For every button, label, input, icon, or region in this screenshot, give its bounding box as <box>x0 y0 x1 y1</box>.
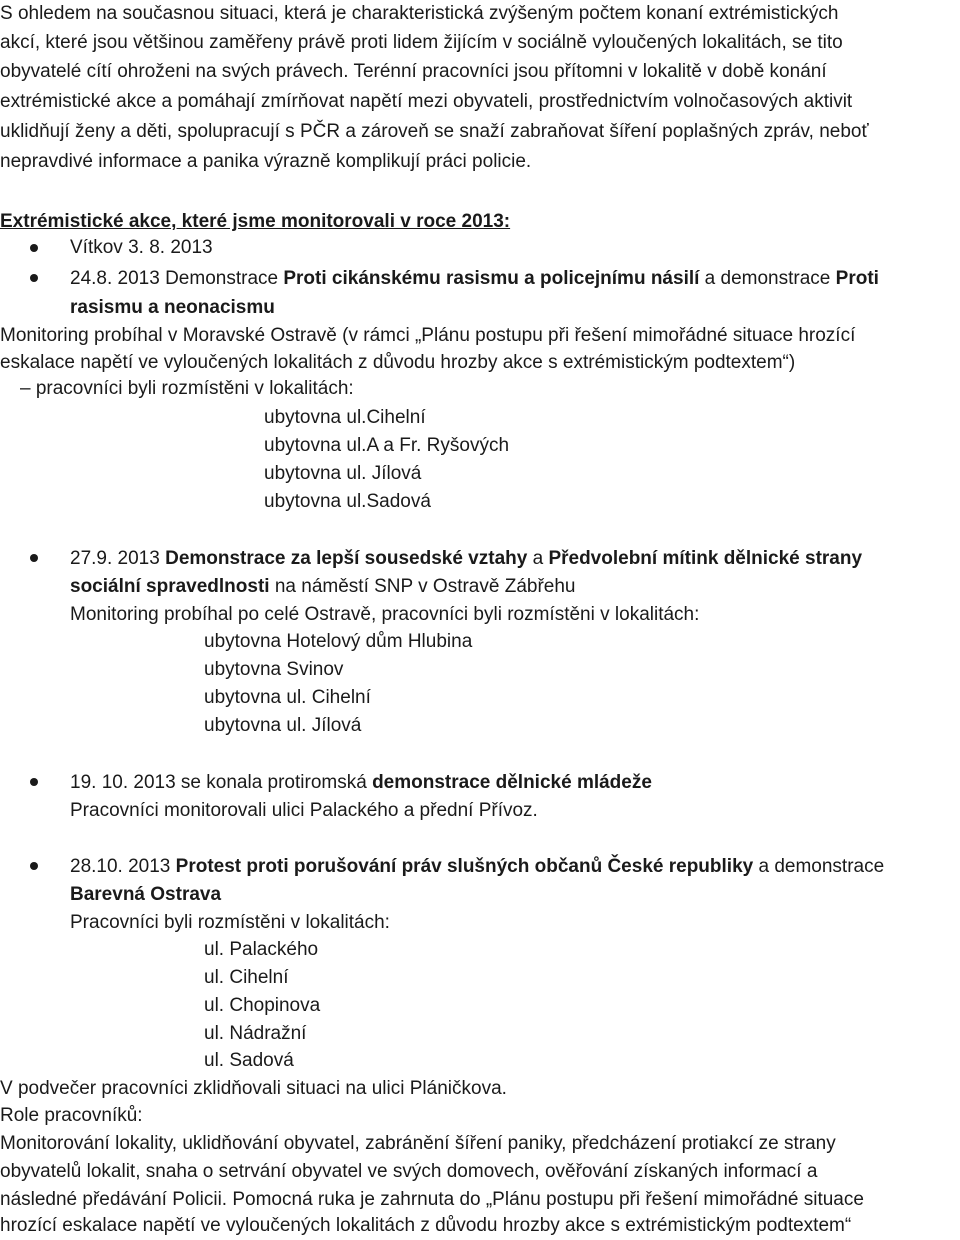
event-5-location-5: ul. Sadová <box>204 1050 294 1071</box>
event-2-line-1 <box>70 265 879 293</box>
event-5-line-1 <box>70 853 884 881</box>
event-2-title-2b: rasismu a neonacismu <box>70 297 275 318</box>
event-3-title-1: Demonstrace za lepší sousedské vztahy <box>165 548 528 569</box>
event-3-desc: Monitoring probíhal po celé Ostravě, pracovníci byli rozmístěni v lokalitách: <box>70 604 700 625</box>
intro-line-5: uklidňují ženy a děti, spolupracují s PČR a zároveň se snaží zabraňovat šíření poplašných zpráv, neboť <box>0 121 869 142</box>
intro-line-1: S ohledem na současnou situaci, která je charakteristická zvýšeným počtem konaní extrémistických <box>0 3 839 24</box>
bullet-4 <box>30 778 38 786</box>
event-4-desc: Pracovníci monitorovali ulici Palackého a přední Přívoz. <box>70 800 538 821</box>
bullet-2 <box>30 274 38 282</box>
closing-line-6: hrozící eskalace napětí ve vyloučených lokalitách z důvodu hrozby akce s extrémistickým podtextem“ <box>0 1215 852 1236</box>
event-5-title-2: Barevná Ostrava <box>70 884 222 905</box>
event-3-location-2: ubytovna Svinov <box>204 659 344 680</box>
event-2-location-3: ubytovna ul. Jílová <box>264 463 422 484</box>
event-5-location-1: ul. Palackého <box>204 939 319 960</box>
event-3-location-4: ubytovna ul. Jílová <box>204 715 362 736</box>
intro-line-4: extrémistické akce a pomáhají zmírňovat napětí mezi obyvateli, prostřednictvím volnočasových aktivit <box>0 91 853 112</box>
event-3-location-1: ubytovna Hotelový dům Hlubina <box>204 631 473 652</box>
event-3-line-1 <box>70 545 862 573</box>
event-3-location-3: ubytovna ul. Cihelní <box>204 687 371 708</box>
closing-line-5: následné předávání Policii. Pomocná ruka je zahrnuta do „Plánu postupu při řešení mimořádné situace <box>0 1189 864 1210</box>
intro-line-2: akcí, které jsou většinou zaměřeny právě proti lidem žijícím v sociálně vyloučených lokalitách, se tito <box>0 32 843 53</box>
bullet-1 <box>30 244 38 252</box>
event-4-date: 19. 10. 2013 se konala protiromská <box>70 772 373 793</box>
intro-line-6: nepravdivé informace a panika výrazně komplikují práci policie. <box>0 151 532 172</box>
closing-line-4: obyvatelů lokalit, snaha o setrvání obyvatel ve svých domovech, ověřování získaných informací a <box>0 1161 818 1182</box>
closing-line-2: Role pracovníků: <box>0 1105 143 1126</box>
bullet-3 <box>30 554 38 562</box>
event-2-location-1: ubytovna ul.Cihelní <box>264 407 426 428</box>
event-2-line-2 <box>70 294 275 322</box>
event-5-date: 28.10. 2013 <box>70 856 176 877</box>
closing-line-1: V podvečer pracovníci zklidňovali situaci na ulici Pláničkova. <box>0 1078 507 1099</box>
section-heading: Extrémistické akce, které jsme monitorovali v roce 2013: <box>0 211 511 232</box>
event-5-title-1: Protest proti porušování práv slušných občanů České republiky <box>175 856 754 877</box>
intro-line-3: obyvatelé cítí ohroženi na svých právech. Terénní pracovníci jsou přítomni v lokalitě v době konání <box>0 61 827 82</box>
event-4-title: demonstrace dělnické mládeže <box>372 772 652 793</box>
event-2-mid: a demonstrace <box>699 268 836 289</box>
event-1-text: Vítkov 3. 8. 2013 <box>70 237 213 258</box>
event-3-mid: a <box>527 548 549 569</box>
event-5-location-2: ul. Cihelní <box>204 967 289 988</box>
event-2-location-4: ubytovna ul.Sadová <box>264 491 431 512</box>
event-5-desc: Pracovníci byli rozmístěni v lokalitách: <box>70 912 390 933</box>
event-4-line-1 <box>70 769 652 797</box>
event-5-location-3: ul. Chopinova <box>204 995 321 1016</box>
event-5-location-4: ul. Nádražní <box>204 1023 307 1044</box>
event-2-title-1: Proti cikánskému rasismu a policejnímu násilí <box>283 268 700 289</box>
event-2-desc-1: Monitoring probíhal v Moravské Ostravě (v rámci „Plánu postupu při řešení mimořádné situace hrozící <box>0 325 856 346</box>
event-3-title-2a: Předvolební mítink dělnické strany <box>548 548 863 569</box>
event-3-tail: na náměstí SNP v Ostravě Zábřehu <box>269 576 576 597</box>
event-2-desc-2: eskalace napětí ve vyloučených lokalitách z důvodu hrozby akce s extrémistickým podtextem“) <box>0 352 796 373</box>
event-3-line-2 <box>70 573 575 601</box>
event-2-desc-3: – pracovníci byli rozmístěni v lokalitách: <box>20 378 354 399</box>
closing-line-3: Monitorování lokality, uklidňování obyvatel, zabránění šíření paniky, předcházení protiakcí ze strany <box>0 1133 836 1154</box>
event-2-title-2a: Proti <box>835 268 879 289</box>
event-3-title-2b: sociální spravedlnosti <box>70 576 270 597</box>
event-2-location-2: ubytovna ul.A a Fr. Ryšových <box>264 435 510 456</box>
event-5-line-2 <box>70 881 221 909</box>
event-5-mid: a demonstrace <box>753 856 885 877</box>
event-3-date: 27.9. 2013 <box>70 548 166 569</box>
event-2-date: 24.8. 2013 Demonstrace <box>70 268 284 289</box>
bullet-5 <box>30 862 38 870</box>
